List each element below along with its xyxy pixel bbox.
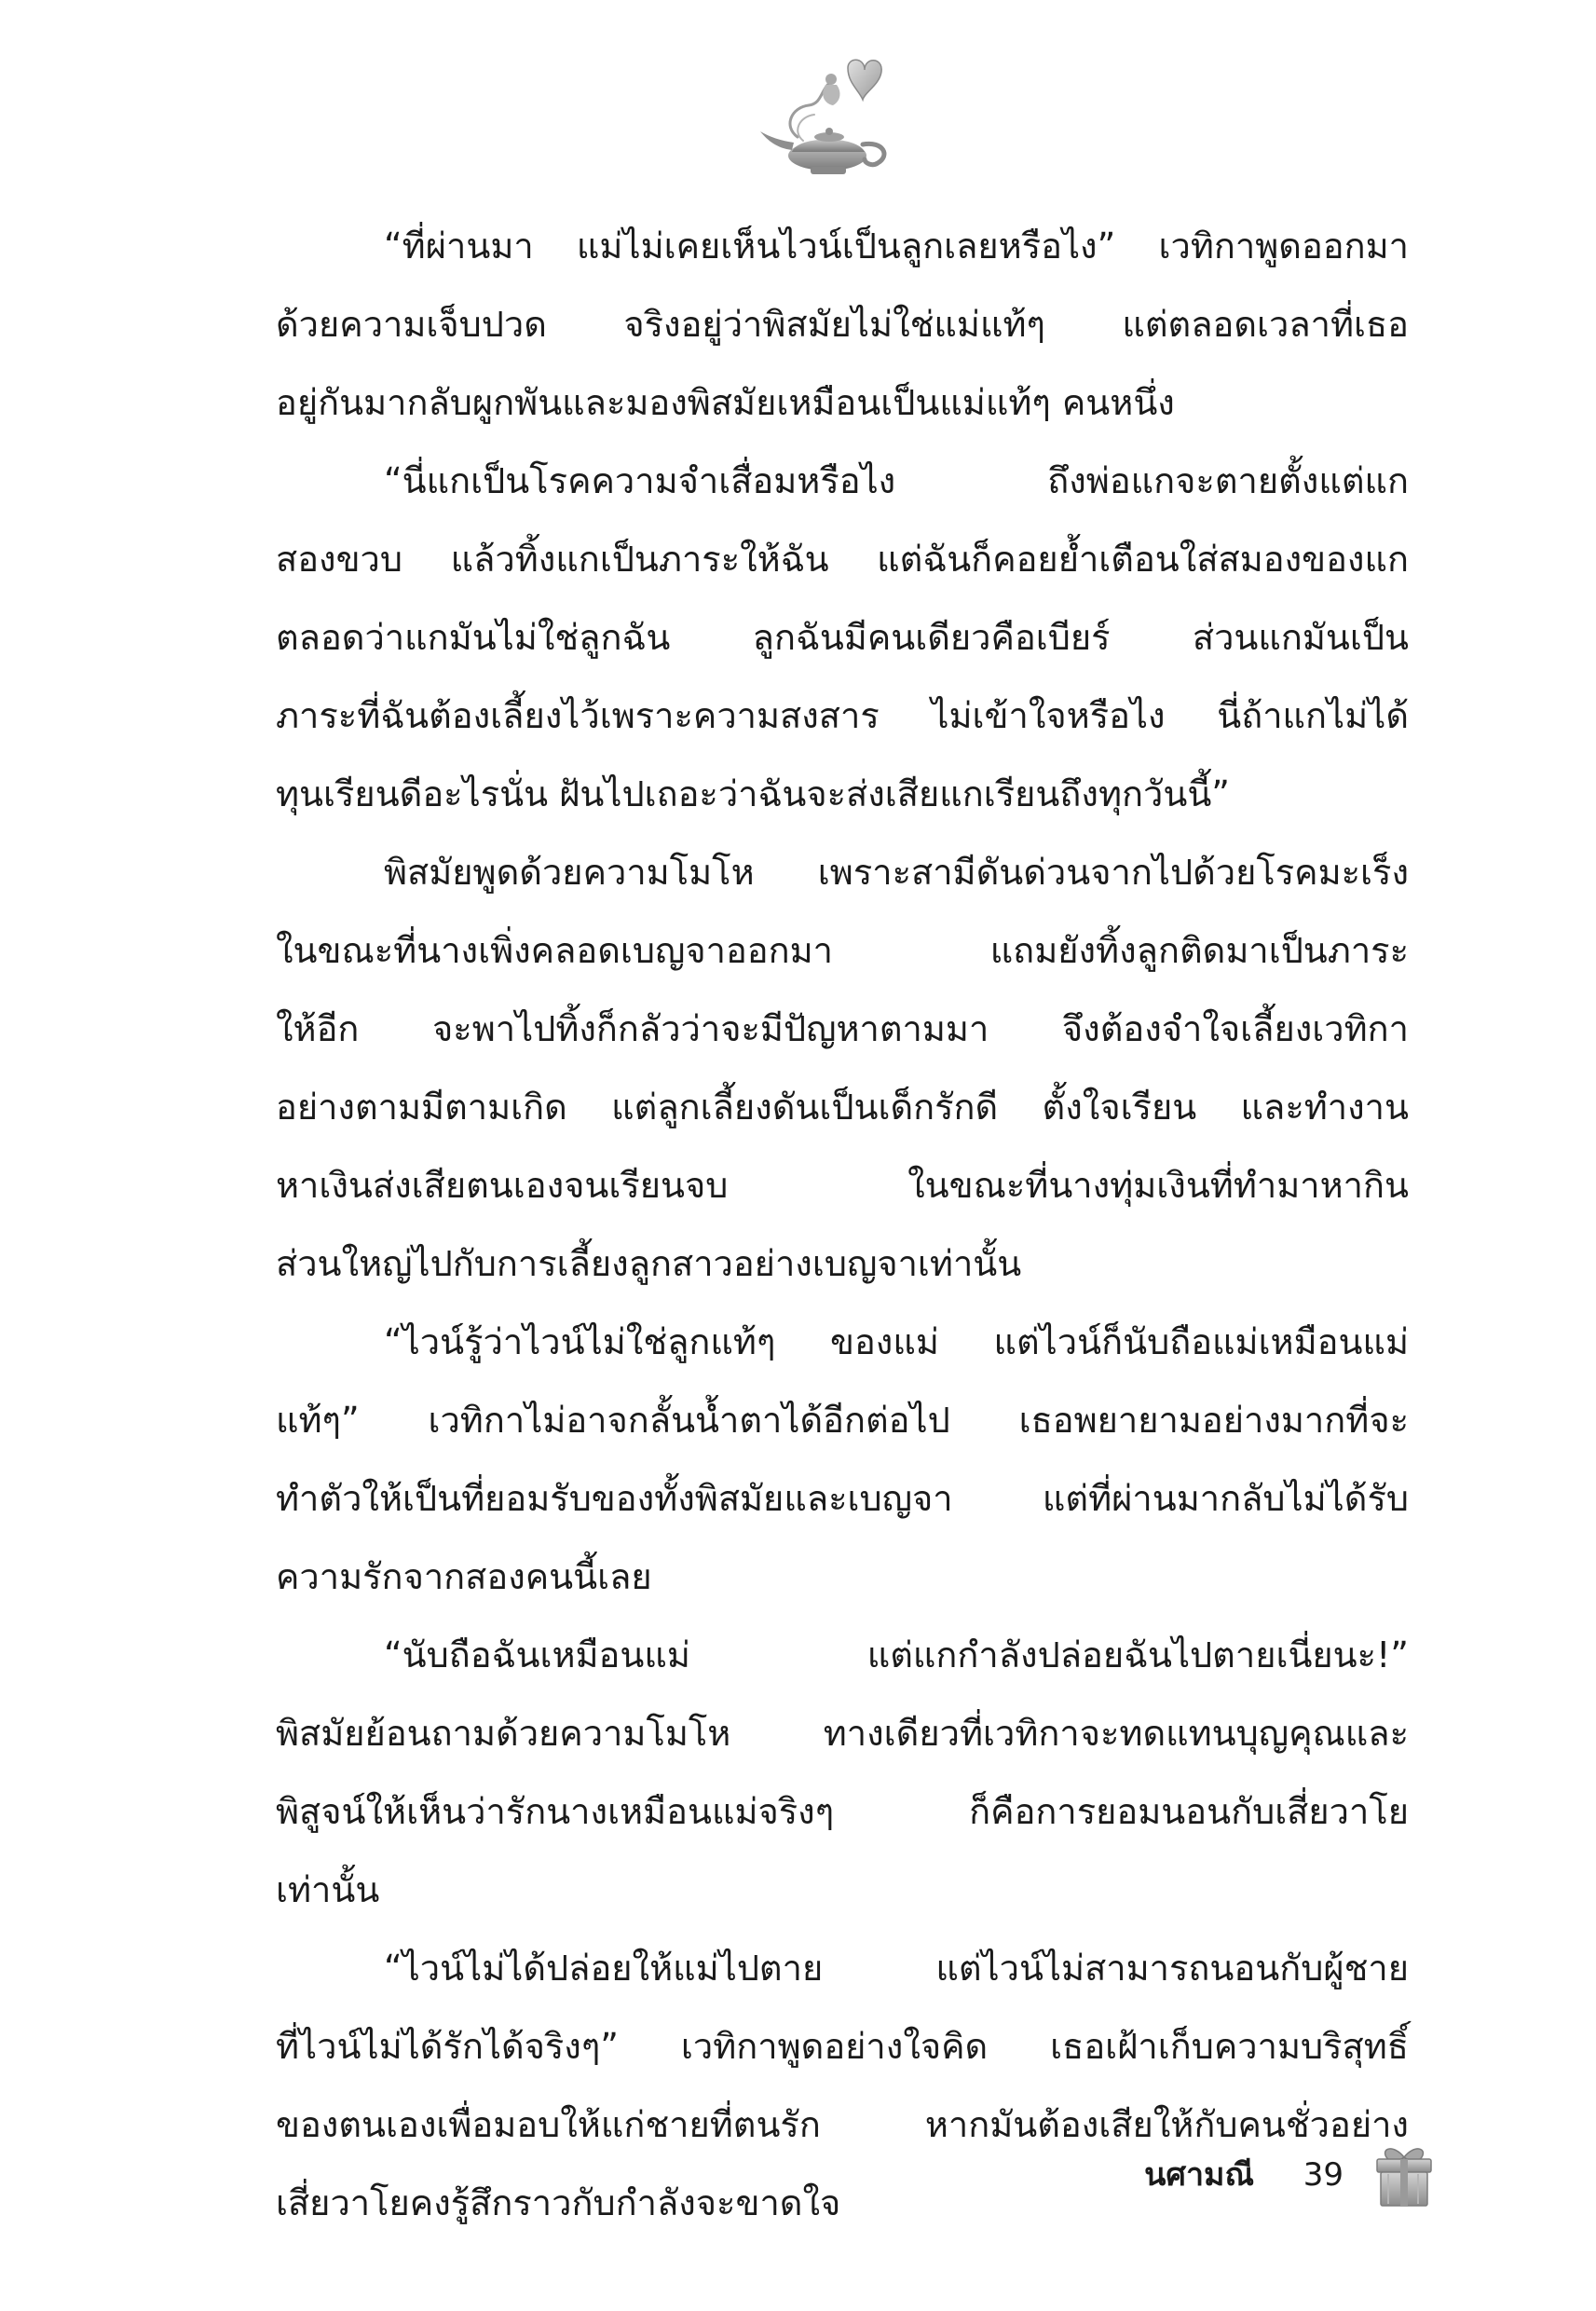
text-line: ของตนเองเพื่อมอบให้แก่ชายที่ตนรัก หากมันต้องเสียให้กับคนชั่วอย่าง bbox=[276, 2104, 1409, 2145]
text-line: แท้ๆ” เวทิกาไม่อาจกลั้นน้ำตาได้อีกต่อไป เธอพยายามอย่างมากที่จะ bbox=[276, 1400, 1409, 1441]
genie-lamp-ornament-icon bbox=[755, 51, 904, 182]
text-line: “ที่ผ่านมา แม่ไม่เคยเห็นไวน์เป็นลูกเลยหรือไง” เวทิกาพูดออกมา bbox=[384, 226, 1409, 267]
book-title: นศามณี bbox=[1144, 2156, 1254, 2194]
paragraph bbox=[276, 833, 1409, 1303]
text-line: พิสมัยพูดด้วยความโมโห เพราะสามีดันด่วนจากไปด้วยโรคมะเร็ง bbox=[384, 852, 1409, 893]
paragraph bbox=[276, 442, 1409, 833]
text-line: เท่านั้น bbox=[276, 1869, 380, 1910]
text-line: ที่ไวน์ไม่ได้รักได้จริงๆ” เวทิกาพูดอย่างใจคิด เธอเฝ้าเก็บความบริสุทธิ์ bbox=[276, 2026, 1409, 2067]
text-line: ตลอดว่าแกมันไม่ใช่ลูกฉัน ลูกฉันมีคนเดียวคือเบียร์ ส่วนแกมันเป็น bbox=[276, 617, 1409, 658]
text-line: สองขวบ แล้วทิ้งแกเป็นภาระให้ฉัน แต่ฉันก็คอยย้ำเตือนใส่สมองของแก bbox=[276, 539, 1409, 580]
text-line: “นี่แกเป็นโรคความจำเสื่อมหรือไง ถึงพ่อแกจะตายตั้งแต่แก bbox=[384, 460, 1409, 501]
text-line: เสี่ยวาโยคงรู้สึกราวกับกำลังจะขาดใจ bbox=[276, 2182, 841, 2223]
text-line: หาเงินส่งเสียตนเองจนเรียนจบ ในขณะที่นางทุ่มเงินที่ทำมาหากิน bbox=[276, 1165, 1409, 1206]
text-line: ส่วนใหญ่ไปกับการเลี้ยงลูกสาวอย่างเบญจาเท่านั้น bbox=[276, 1243, 1022, 1284]
gift-box-icon bbox=[1373, 2140, 1435, 2209]
text-line: อยู่กันมากลับผูกพันและมองพิสมัยเหมือนเป็นแม่แท้ๆ คนหนึ่ง bbox=[276, 382, 1175, 423]
text-line: อย่างตามมีตามเกิด แต่ลูกเลี้ยงดันเป็นเด็กรักดี ตั้งใจเรียน และทำงาน bbox=[276, 1087, 1409, 1128]
text-line: “ไวน์รู้ว่าไวน์ไม่ใช่ลูกแท้ๆ ของแม่ แต่ไวน์ก็นับถือแม่เหมือนแม่ bbox=[384, 1321, 1409, 1362]
page-number: 39 bbox=[1303, 2156, 1344, 2194]
text-line: “ไวน์ไม่ได้ปล่อยให้แม่ไปตาย แต่ไวน์ไม่สามารถนอนกับผู้ชาย bbox=[384, 1948, 1409, 1989]
page-footer bbox=[932, 2139, 1453, 2213]
paragraph bbox=[276, 207, 1409, 442]
text-line: ให้อีก จะพาไปทิ้งก็กลัวว่าจะมีปัญหาตามมา จึงต้องจำใจเลี้ยงเวทิกา bbox=[276, 1008, 1409, 1049]
text-line: ด้วยความเจ็บปวด จริงอยู่ว่าพิสมัยไม่ใช่แม่แท้ๆ แต่ตลอดเวลาที่เธอ bbox=[276, 304, 1409, 345]
text-line: ความรักจากสองคนนี้เลย bbox=[276, 1556, 652, 1597]
text-line: “นับถือฉันเหมือนแม่ แต่แกกำลังปล่อยฉันไปตายเนี่ยนะ!” bbox=[384, 1634, 1409, 1675]
text-line: ภาระที่ฉันต้องเลี้ยงไว้เพราะความสงสาร ไม่เข้าใจหรือไง นี่ถ้าแกไม่ได้ bbox=[276, 695, 1409, 736]
body-text bbox=[276, 207, 1409, 2242]
text-line: ในขณะที่นางเพิ่งคลอดเบญจาออกมา แถมยังทิ้งลูกติดมาเป็นภาระ bbox=[276, 930, 1409, 971]
text-line: พิสมัยย้อนถามด้วยความโมโห ทางเดียวที่เวทิกาจะทดแทนบุญคุณและ bbox=[276, 1713, 1409, 1754]
paragraph bbox=[276, 1616, 1409, 1929]
text-line: พิสูจน์ให้เห็นว่ารักนางเหมือนแม่จริงๆ ก็คือการยอมนอนกับเสี่ยวาโย bbox=[276, 1791, 1409, 1832]
paragraph bbox=[276, 1303, 1409, 1616]
text-line: ทุนเรียนดีอะไรนั่น ฝันไปเถอะว่าฉันจะส่งเสียแกเรียนถึงทุกวันนี้” bbox=[276, 773, 1230, 814]
text-line: ทำตัวให้เป็นที่ยอมรับของทั้งพิสมัยและเบญจา แต่ที่ผ่านมากลับไม่ได้รับ bbox=[276, 1478, 1409, 1519]
